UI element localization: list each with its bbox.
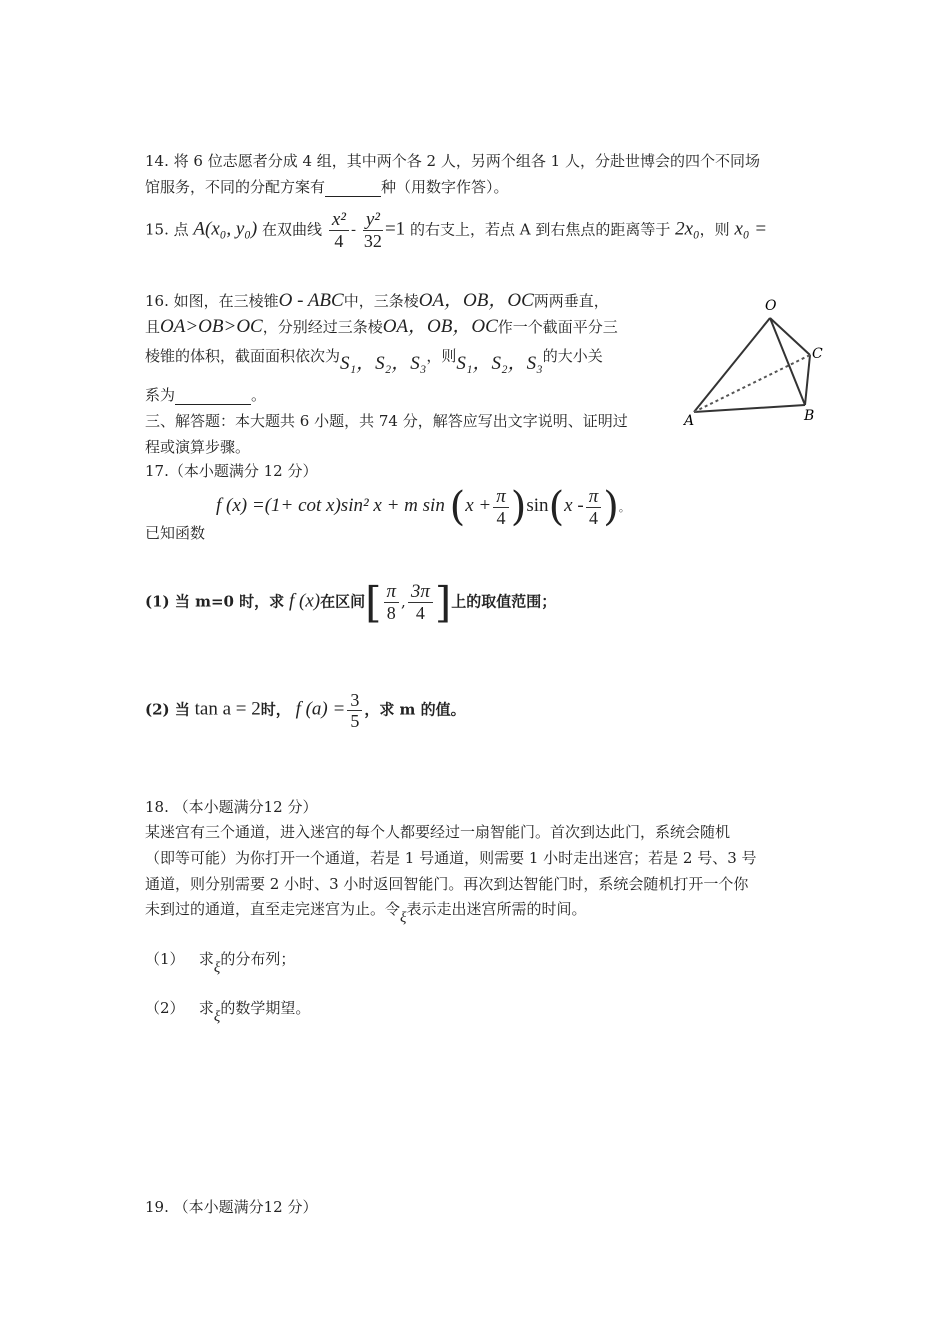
t: （2） (145, 999, 185, 1017)
t: 。 (251, 386, 267, 404)
q19-header: 19. （本小题满分12 分） (145, 1198, 318, 1216)
frac-den: 32 (363, 231, 382, 251)
m: O - ABC (278, 290, 344, 311)
t: (1) 当 m=0 时，求 (145, 592, 285, 611)
t: 未到过的通道，直至走完迷宫为止。令 (145, 900, 401, 918)
q18-line2: （即等可能）为你打开一个通道，若是 1 号通道，则需要 1 小时走出迷宫；若是 2 号、3 号 (145, 849, 757, 867)
t: 两两垂直， (533, 292, 609, 310)
t: 16. 如图，在三棱锥 (145, 292, 279, 310)
frac-num: x² (329, 210, 349, 231)
xi: ξ (213, 1009, 221, 1025)
t: 求 (198, 999, 214, 1017)
m: 8 (386, 603, 396, 623)
xi: ξ (213, 960, 221, 976)
t: ，求 m 的值。 (364, 700, 466, 719)
period: 。 (618, 501, 630, 514)
m: OA，OB，OC (382, 316, 498, 337)
q15-line (145, 210, 767, 251)
label-o: O (765, 298, 777, 314)
q15-text: 的右支上，若点 A 到右焦点的距离等于 (409, 220, 671, 239)
q17-formula: f (x) =(1+ cot x)sin² x + m sin (x + $\frac{\pi}{4}$ )sin(x - $\frac{\pi}{4}$ )。 (216, 484, 630, 530)
section3-line2: 程或演算步骤。 (145, 438, 251, 456)
q16-line1 (145, 285, 609, 312)
t: ，则 (426, 347, 457, 365)
m: OA>OB>OC (160, 316, 263, 337)
t: 中，三条棱 (343, 292, 419, 310)
m: OA，OB，OC (418, 290, 534, 311)
q18-header: 18. （本小题满分12 分） (145, 798, 318, 816)
m: π (586, 487, 602, 508)
xi: ξ (400, 910, 407, 926)
m: f (a) = (295, 698, 346, 720)
answer-blank (325, 178, 381, 197)
t: 时， (260, 700, 291, 719)
point-a: A(x₀, y₀) (193, 218, 258, 240)
m: tan a = 2 (194, 698, 261, 720)
m: 4 (588, 507, 598, 528)
q17-part1: (1) 当 m=0 时，求 f (x)在区间[ $\frac{\pi}{8}$ , $\frac{3\pi}{4}$ ]上的取值范围； (145, 578, 557, 627)
q17-header: 17.（本小题满分 12 分） (145, 462, 318, 480)
minus: - (350, 220, 357, 239)
q18-part2 (145, 997, 311, 1025)
m: f (x) (288, 590, 321, 612)
q15-text: ，则 (699, 220, 730, 239)
m: 4 (496, 507, 506, 528)
answer-blank (175, 386, 251, 405)
q14-text-end: 种（用数字作答）。 (381, 178, 509, 196)
m: 3π (408, 582, 433, 603)
frac-den: 4 (334, 231, 344, 251)
math-2x0: 2x₀ (675, 218, 700, 240)
t: (2) 当 (145, 700, 190, 719)
math-x0: x₀ = (734, 218, 768, 240)
m: π (493, 487, 509, 508)
t: 表示走出迷宫所需的时间。 (406, 900, 587, 918)
t: 在区间 (320, 592, 366, 611)
m: π (384, 582, 400, 603)
q17-part2 (145, 690, 466, 731)
q16-line4 (145, 384, 266, 405)
q18-part1 (145, 948, 296, 976)
q14-text: 馆服务，不同的分配方案有 (145, 178, 326, 196)
q18-line3: 通道，则分别需要 2 小时、3 小时返回智能门。再次到达智能门时，系统会随机打开一个你 (145, 875, 749, 893)
t: 上的取值范围； (451, 592, 557, 611)
label-c: C (812, 346, 823, 362)
pyramid-figure (680, 290, 830, 430)
t: 的数学期望。 (220, 999, 311, 1017)
equals-one: =1 (384, 218, 406, 240)
t: 系为 (145, 386, 176, 404)
t: 作一个截面平分三 (497, 318, 618, 336)
q18-line4 (145, 898, 587, 926)
m: x + (465, 495, 492, 516)
m: x - (564, 495, 584, 516)
t: 且 (145, 318, 161, 336)
q15-text: 在双曲线 (262, 220, 323, 239)
t: 求 (198, 950, 214, 968)
t: 的大小关 (542, 347, 603, 365)
formula: f (x) =(1+ cot x)sin² x + m sin (216, 495, 445, 516)
q14-line2 (145, 176, 509, 197)
t: ，分别经过三条棱 (262, 318, 383, 336)
q16-line2 (145, 311, 618, 338)
q16-line3 (145, 340, 603, 374)
m: S₁，S₂，S₃ (456, 353, 543, 374)
t: （1） (145, 950, 185, 968)
m: 4 (415, 603, 425, 623)
label-b: B (804, 408, 815, 424)
q14-line1: 14. 将 6 位志愿者分成 4 组，其中两个各 2 人，另两个组各 1 人，分赴世博会的四个不同场 (145, 152, 760, 170)
label-a: A (684, 413, 695, 429)
t: 的分布列； (220, 950, 296, 968)
m: S₁，S₂，S₃ (340, 353, 427, 374)
q15-label: 15. 点 (145, 220, 189, 239)
m: 3 (347, 690, 362, 711)
q17-intro: 已知函数 (145, 524, 206, 542)
m: 5 (350, 711, 360, 731)
m: sin (526, 495, 549, 516)
frac-num: y² (363, 210, 383, 231)
q18-line1: 某迷宫有三个通道，进入迷宫的每个人都要经过一扇智能门。首次到达此门，系统会随机 (145, 823, 731, 841)
section3-line1: 三、解答题：本大题共 6 小题，共 74 分，解答应写出文字说明、证明过 (145, 412, 628, 430)
t: 棱锥的体积，截面面积依次为 (145, 347, 341, 365)
